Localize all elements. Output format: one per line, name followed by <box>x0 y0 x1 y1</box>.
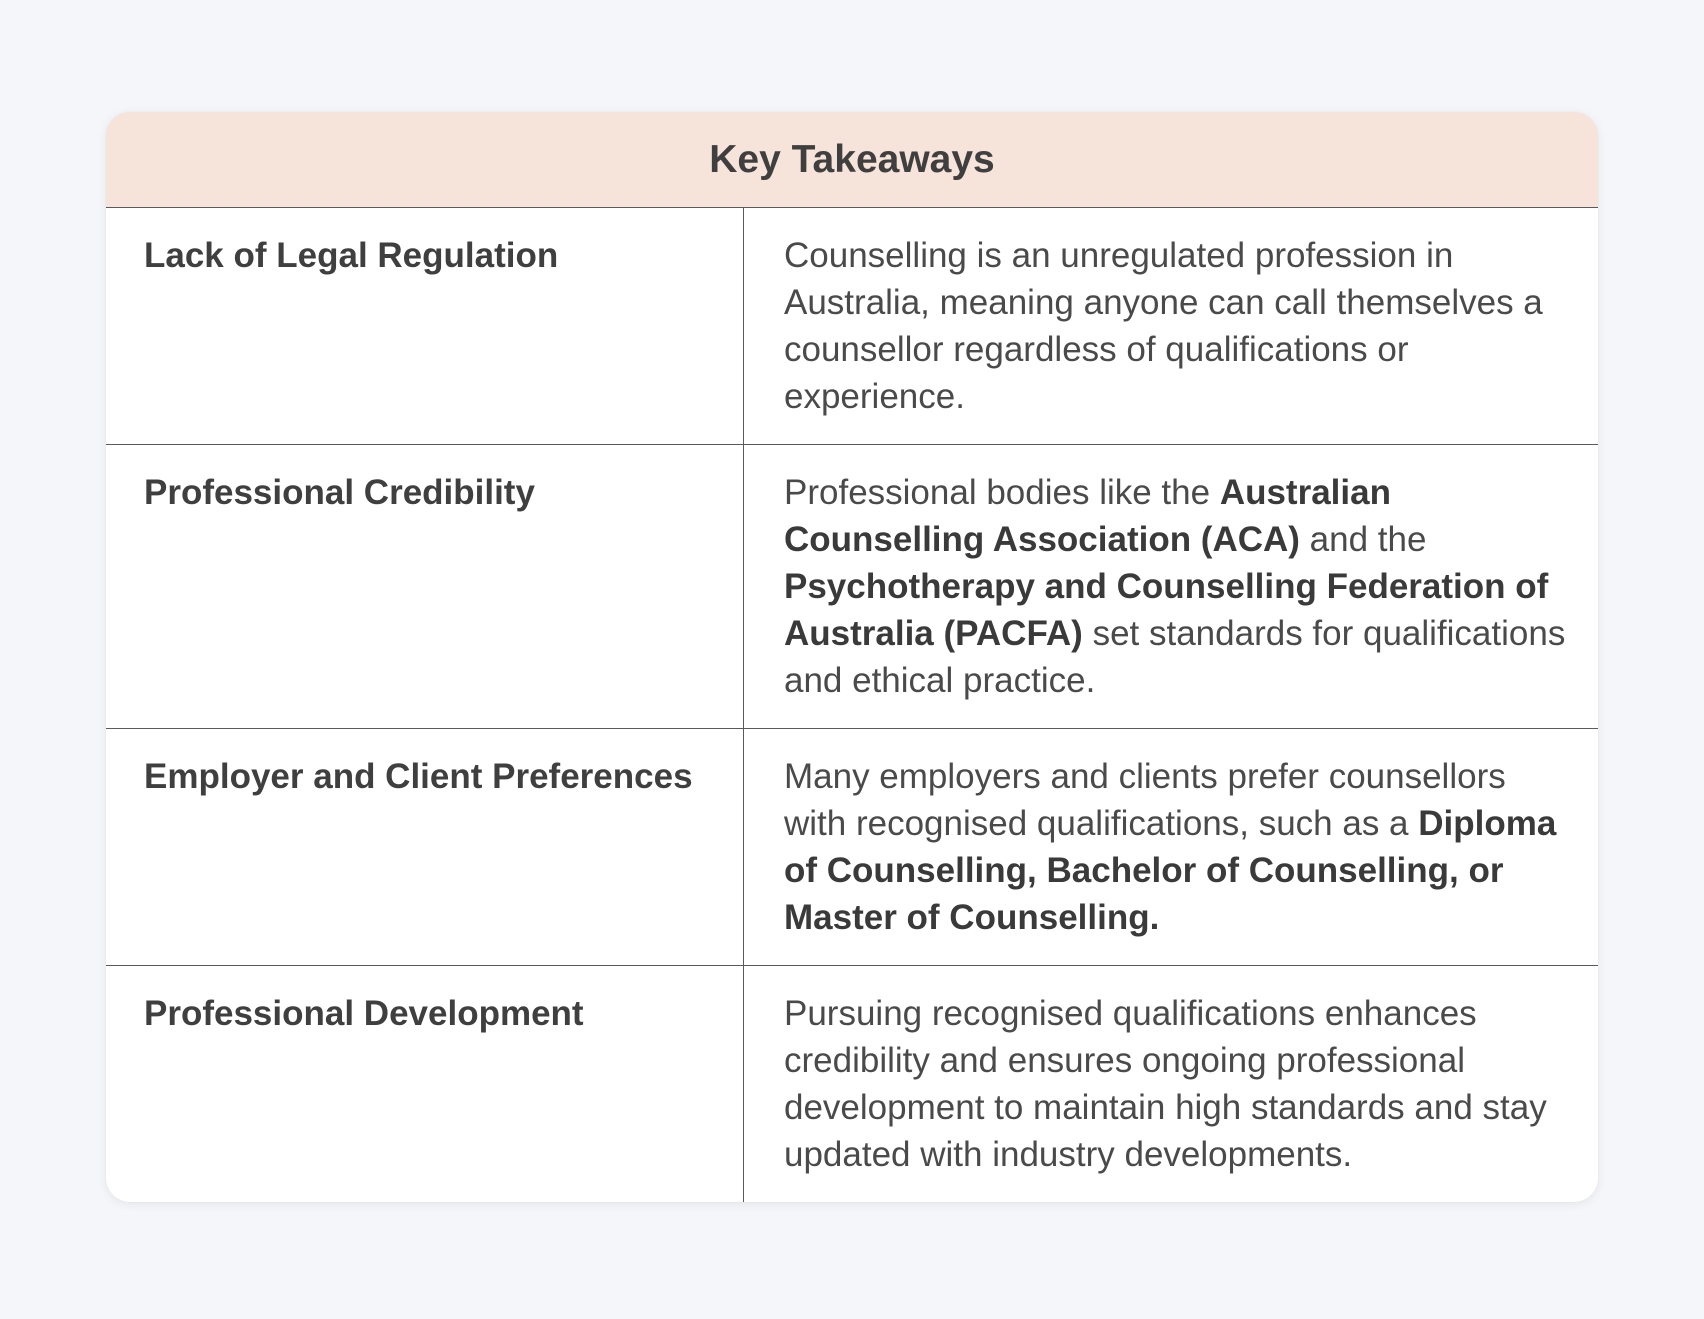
desc-text: Professional bodies like the <box>784 473 1220 512</box>
desc-bold-text: Diploma of Counselling, Bachelor of Counselling, or Master of Counselling. <box>784 804 1557 937</box>
row-description <box>744 445 1598 728</box>
card-title: Key Takeaways <box>709 137 995 181</box>
desc-bold-text: Australian Counselling Association (ACA) <box>784 473 1391 559</box>
row-label: Lack of Legal Regulation <box>106 208 744 444</box>
row-description <box>744 208 1598 444</box>
row-description <box>744 966 1598 1202</box>
row-label: Employer and Client Preferences <box>106 729 744 965</box>
desc-text: set standards for qualifications and ethical practice. <box>784 614 1566 700</box>
table-row <box>106 966 1598 1202</box>
card-header <box>106 112 1598 208</box>
row-label: Professional Development <box>106 966 744 1202</box>
table-row <box>106 445 1598 729</box>
table-row <box>106 208 1598 445</box>
desc-text: and the <box>1299 520 1427 559</box>
key-takeaways-card <box>106 112 1598 1202</box>
desc-text: Pursuing recognised qualifications enhances credibility and ensures ongoing professional development to maintain high standards and stay updated with industry developments. <box>784 994 1547 1174</box>
desc-text: Counselling is an unregulated profession in Australia, meaning anyone can call themselves a counsellor regardless of qualifications or experience. <box>784 236 1543 416</box>
desc-bold-text: Psychotherapy and Counselling Federation of Australia (PACFA) <box>784 567 1549 653</box>
table-row <box>106 729 1598 966</box>
row-label: Professional Credibility <box>106 445 744 728</box>
row-description <box>744 729 1598 965</box>
desc-text: Many employers and clients prefer counsellors with recognised qualifications, such as a <box>784 757 1506 843</box>
